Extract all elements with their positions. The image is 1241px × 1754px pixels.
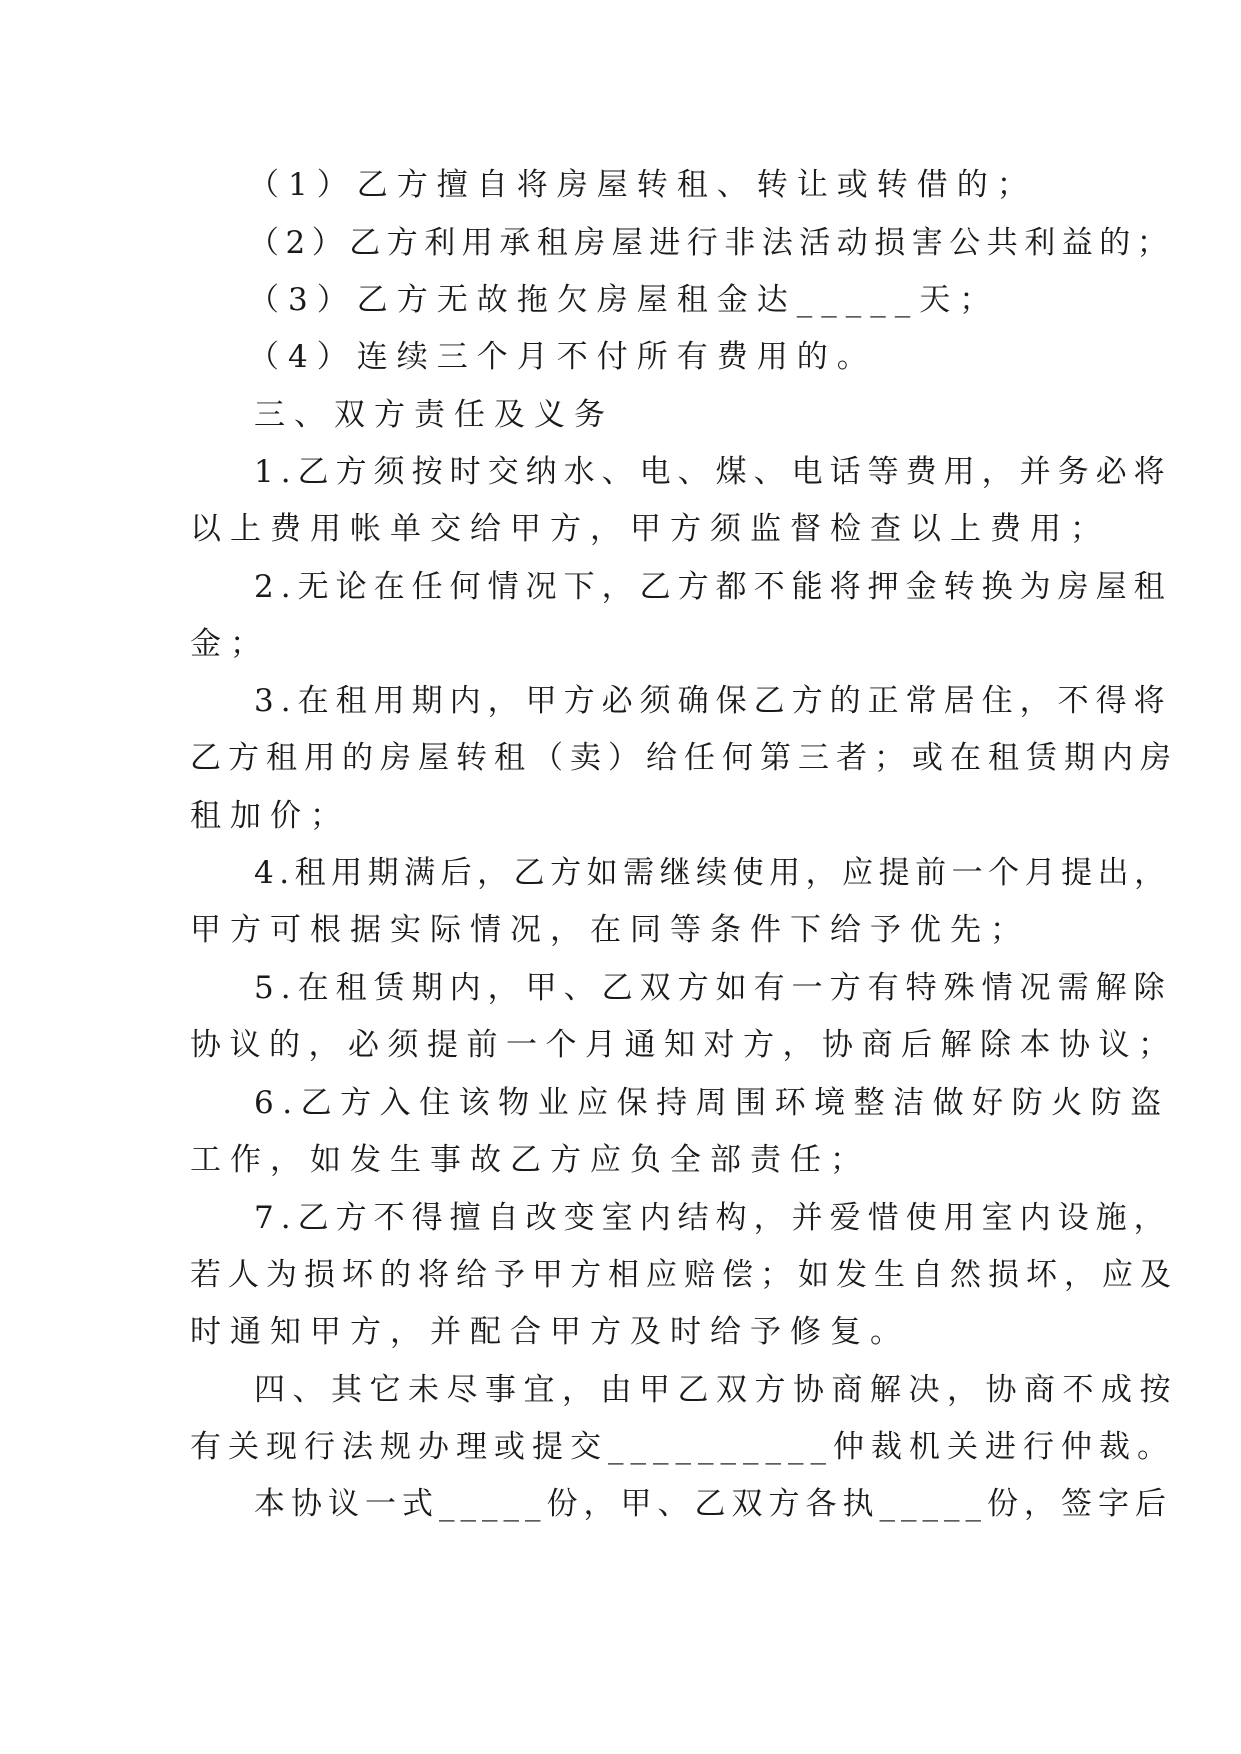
section-heading: 三、双方责任及义务 [254,397,614,433]
paragraph-6-line-1: 6.乙方入住该物业应保持周围环境整洁做好防火防盗 [254,1085,1170,1121]
paragraph-5-line-1: 5.在租赁期内，甲、乙双方如有一方有特殊情况需解除 [254,970,1172,1006]
paragraph-2-line-1: 2.无论在任何情况下，乙方都不能将押金转换为房屋租 [254,569,1172,605]
paragraph-4-line-2: 甲方可根据实际情况，在同等条件下给予优先； [190,912,1030,948]
paragraph-3-line-2: 乙方租用的房屋转租（卖）给任何第三者；或在租赁期内房 [190,740,1178,776]
paragraph-4-line-1: 4.租用期满后，乙方如需继续使用，应提前一个月提出， [254,855,1171,891]
paragraph-3-line-3: 租加价； [190,798,350,834]
paragraph-7-line-3: 时通知甲方，并配合甲方及时给予修复。 [190,1314,910,1350]
paragraph-2-line-2: 金； [190,626,270,662]
paragraph-3-line-1: 3.在租用期内，甲方必须确保乙方的正常居住，不得将 [254,683,1172,719]
clause-item-4: （4）连续三个月不付所有费用的。 [248,339,877,375]
clause-item-2: （2）乙方利用承租房屋进行非法活动损害公共利益的； [248,225,1175,261]
closing-line: 本协议一式_____份，甲、乙双方各执_____份，签字后 [254,1486,1172,1522]
paragraph-1-line-1: 1.乙方须按时交纳水、电、煤、电话等费用，并务必将 [254,454,1172,490]
paragraph-7-line-2: 若人为损坏的将给予甲方相应赔偿；如发生自然损坏，应及 [190,1257,1178,1293]
paragraph-1-line-2: 以上费用帐单交给甲方，甲方须监督检查以上费用； [190,511,1110,547]
clause-item-1: （1）乙方擅自将房屋转租、转让或转借的； [248,167,1037,203]
section-four-line-2: 有关现行法规办理或提交__________仲裁机关进行仲裁。 [190,1429,1175,1465]
paragraph-7-line-1: 7.乙方不得擅自改变室内结构，并爱惜使用室内设施， [254,1200,1172,1236]
paragraph-5-line-2: 协议的，必须提前一个月通知对方，协商后解除本协议； [190,1027,1178,1063]
clause-item-3: （3）乙方无故拖欠房屋租金达_____天； [248,282,1000,318]
section-four-line-1: 四、其它未尽事宜，由甲乙双方协商解决，协商不成按 [254,1372,1178,1408]
paragraph-6-line-2: 工作，如发生事故乙方应负全部责任； [190,1142,870,1178]
